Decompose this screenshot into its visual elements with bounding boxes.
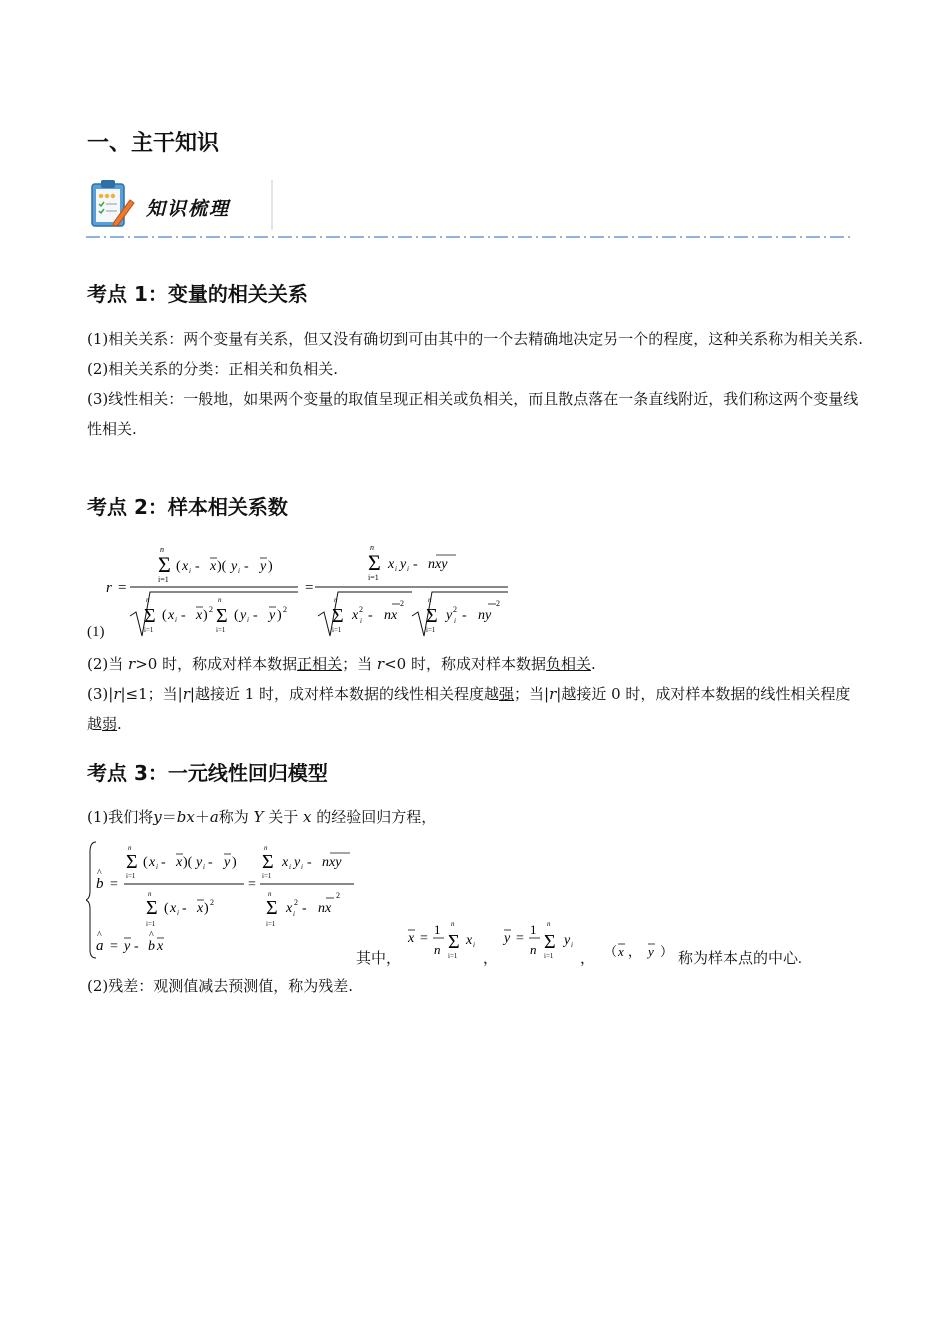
svg-text:a: a bbox=[96, 938, 104, 954]
dashed-divider bbox=[86, 234, 850, 240]
svg-text:(: ( bbox=[234, 608, 239, 623]
svg-text:i=1: i=1 bbox=[448, 952, 458, 960]
svg-text:x: x bbox=[149, 855, 156, 870]
svg-text:b: b bbox=[148, 939, 155, 954]
svg-text:x: x bbox=[388, 557, 395, 572]
svg-text:^: ^ bbox=[97, 868, 102, 879]
svg-text:n: n bbox=[451, 920, 455, 928]
svg-text:1: 1 bbox=[530, 922, 537, 937]
svg-text:=: = bbox=[305, 580, 314, 596]
svg-text:i=1: i=1 bbox=[266, 920, 276, 928]
svg-text:y: y bbox=[446, 608, 453, 623]
svg-text:): ) bbox=[268, 559, 273, 574]
svg-text:2: 2 bbox=[453, 605, 457, 614]
svg-text:nx: nx bbox=[384, 608, 398, 623]
svg-text:2: 2 bbox=[400, 599, 404, 608]
kp1-p2: (2)相关关系的分类：正相关和负相关. bbox=[87, 360, 339, 378]
svg-text:i=1: i=1 bbox=[544, 952, 554, 960]
svg-text:，: ， bbox=[628, 944, 642, 959]
svg-text:=: = bbox=[516, 931, 524, 946]
regression-formula bbox=[86, 838, 366, 962]
kp1-p2-label: (2)相关关系的分类： bbox=[87, 360, 229, 378]
svg-text:i: i bbox=[473, 941, 475, 949]
svg-text:^: ^ bbox=[149, 930, 154, 941]
svg-text:i=1: i=1 bbox=[158, 575, 169, 584]
svg-text:i=1: i=1 bbox=[144, 626, 154, 634]
svg-text:=: = bbox=[420, 931, 428, 946]
svg-text:r: r bbox=[106, 580, 112, 596]
svg-text:n: n bbox=[370, 543, 374, 552]
svg-text:n: n bbox=[268, 890, 272, 898]
kp2-p2: (2)当 r>0 时，称成对样本数据正相关；当 r<0 时，称成对样本数据负相关. bbox=[87, 655, 596, 673]
svg-text:n: n bbox=[530, 942, 537, 957]
kp2-formula-label: (1) bbox=[87, 624, 105, 640]
svg-text:=: = bbox=[248, 877, 256, 892]
svg-text:n: n bbox=[146, 596, 150, 604]
svg-text:y: y bbox=[269, 608, 276, 623]
kp3-qizhong: 其中， bbox=[356, 951, 402, 967]
svg-text:nxy: nxy bbox=[428, 557, 448, 572]
svg-text:2: 2 bbox=[359, 605, 363, 614]
svg-text:i=1: i=1 bbox=[126, 872, 136, 880]
svg-text:): ) bbox=[204, 901, 209, 916]
svg-text:i: i bbox=[395, 565, 397, 573]
svg-text:2: 2 bbox=[336, 891, 340, 900]
svg-text:Σ: Σ bbox=[332, 605, 344, 627]
svg-text:n: n bbox=[434, 942, 441, 957]
svg-text:2: 2 bbox=[294, 898, 298, 907]
svg-text:=: = bbox=[118, 580, 127, 596]
svg-text:Σ: Σ bbox=[266, 897, 278, 919]
svg-text:i: i bbox=[238, 567, 240, 575]
svg-text:2: 2 bbox=[496, 599, 500, 608]
kp2-p3: (3)|r|≤1；当|r|越接近 1 时，成对样本数据的线性相关程度越强；当|r|越接近 0 时，成对样本数据的线性相关程度越弱. bbox=[87, 685, 851, 733]
svg-text:x: x bbox=[282, 855, 289, 870]
svg-text:n: n bbox=[148, 890, 152, 898]
svg-text:ny: ny bbox=[478, 608, 492, 623]
kp1-p1-label: (1)相关关系： bbox=[87, 330, 184, 348]
svg-text:-: - bbox=[161, 855, 166, 870]
svg-text:(: ( bbox=[162, 608, 167, 623]
svg-text:i=1: i=1 bbox=[332, 626, 342, 634]
svg-text:x: x bbox=[618, 944, 624, 959]
svg-text:(: ( bbox=[143, 855, 148, 870]
svg-text:Σ: Σ bbox=[544, 931, 556, 953]
svg-text:Σ: Σ bbox=[146, 897, 158, 919]
svg-text:^: ^ bbox=[97, 930, 102, 941]
svg-text:(: ( bbox=[164, 901, 169, 916]
svg-text:i=1: i=1 bbox=[146, 920, 156, 928]
kp3-p2-label: (2)残差： bbox=[87, 977, 154, 995]
section-title: 一、主干知识 bbox=[87, 131, 220, 156]
x-bar-formula bbox=[404, 916, 494, 964]
svg-text:-: - bbox=[208, 855, 213, 870]
svg-text:）: ） bbox=[660, 944, 674, 959]
svg-text:1: 1 bbox=[434, 922, 441, 937]
kp1-p3-label: (3)线性相关： bbox=[87, 390, 184, 408]
kp1-body bbox=[87, 324, 865, 444]
svg-text:y: y bbox=[400, 557, 407, 572]
svg-text:i: i bbox=[293, 910, 295, 918]
svg-text:i: i bbox=[156, 863, 158, 871]
kp3-center-text: 称为样本点的中心. bbox=[678, 951, 802, 967]
svg-text:y: y bbox=[648, 944, 654, 959]
svg-text:n: n bbox=[547, 920, 551, 928]
svg-text:Σ: Σ bbox=[262, 851, 274, 873]
svg-text:x: x bbox=[168, 608, 175, 623]
kp3-title: 考点 3：一元线性回归模型 bbox=[87, 761, 328, 785]
svg-text:2: 2 bbox=[209, 605, 213, 614]
svg-text:x: x bbox=[352, 608, 359, 623]
svg-text:nx: nx bbox=[318, 901, 332, 916]
svg-text:i: i bbox=[189, 567, 191, 575]
svg-text:y: y bbox=[504, 931, 511, 946]
svg-text:x: x bbox=[408, 931, 415, 946]
svg-text:i: i bbox=[360, 617, 362, 625]
svg-text:2: 2 bbox=[210, 898, 214, 907]
svg-text:i: i bbox=[571, 941, 573, 949]
svg-text:-: - bbox=[462, 608, 467, 623]
svg-text:x: x bbox=[210, 559, 217, 574]
svg-text:): ) bbox=[203, 608, 208, 623]
svg-text:-: - bbox=[134, 939, 139, 954]
svg-text:x: x bbox=[176, 855, 183, 870]
svg-text:y: y bbox=[564, 933, 571, 948]
svg-text:Σ: Σ bbox=[126, 851, 138, 873]
svg-text:): ) bbox=[277, 608, 282, 623]
svg-text:2: 2 bbox=[283, 605, 287, 614]
svg-text:x: x bbox=[170, 901, 177, 916]
svg-text:-: - bbox=[413, 557, 418, 572]
svg-text:（: （ bbox=[604, 944, 618, 959]
badge-label: 知识梳理 bbox=[146, 198, 231, 220]
svg-text:-: - bbox=[182, 901, 187, 916]
svg-text:y: y bbox=[124, 939, 131, 954]
svg-text:-: - bbox=[368, 608, 373, 623]
svg-text:)(: )( bbox=[183, 855, 193, 870]
kp2-title: 考点 2：样本相关系数 bbox=[87, 495, 288, 519]
svg-text:b: b bbox=[96, 876, 104, 892]
svg-text:Σ: Σ bbox=[448, 931, 460, 953]
svg-text:=: = bbox=[110, 939, 118, 954]
svg-text:n: n bbox=[428, 596, 432, 604]
kp3-comma1: ， bbox=[483, 951, 499, 967]
svg-text:-: - bbox=[244, 559, 249, 574]
svg-text:=: = bbox=[110, 877, 118, 892]
svg-text:n: n bbox=[334, 596, 338, 604]
svg-text:x: x bbox=[197, 901, 204, 916]
svg-text:i: i bbox=[301, 863, 303, 871]
svg-text:nxy: nxy bbox=[322, 855, 342, 870]
svg-text:y: y bbox=[196, 855, 203, 870]
svg-text:Σ: Σ bbox=[368, 550, 381, 575]
svg-text:x: x bbox=[157, 939, 164, 954]
svg-text:)(: )( bbox=[217, 559, 227, 574]
svg-text:n: n bbox=[218, 596, 222, 604]
svg-text:i: i bbox=[407, 565, 409, 573]
kp3-p2: (2)残差：观测值减去预测值，称为残差. bbox=[87, 977, 354, 995]
svg-text:i: i bbox=[203, 863, 205, 871]
svg-text:): ) bbox=[232, 855, 237, 870]
svg-text:x: x bbox=[182, 559, 189, 574]
svg-text:i: i bbox=[454, 617, 456, 625]
svg-text:y: y bbox=[260, 559, 267, 574]
svg-text:-: - bbox=[253, 608, 258, 623]
svg-text:x: x bbox=[466, 933, 473, 948]
svg-text:n: n bbox=[128, 844, 132, 852]
svg-text:Σ: Σ bbox=[216, 605, 228, 627]
kp1-p3: (3)线性相关：一般地，如果两个变量的取值呈现正相关或负相关，而且散点落在一条直线附近，我们称这两个变量线性相关. bbox=[87, 390, 859, 438]
svg-text:-: - bbox=[302, 901, 307, 916]
kp1-p1: (1)相关关系：两个变量有关系，但又没有确切到可由其中的一个去精确地决定另一个的程度，这种关系称为相关关系. bbox=[87, 330, 864, 348]
svg-text:i=1: i=1 bbox=[262, 872, 272, 880]
sample-center-point bbox=[600, 934, 680, 964]
svg-text:i=1: i=1 bbox=[426, 626, 436, 634]
svg-text:(: ( bbox=[176, 559, 181, 574]
kp2-body bbox=[87, 649, 865, 739]
svg-text:i: i bbox=[177, 909, 179, 917]
y-bar-formula bbox=[500, 916, 590, 964]
svg-text:y: y bbox=[240, 608, 247, 623]
svg-text:y: y bbox=[224, 855, 231, 870]
kp1-title: 考点 1：变量的相关关系 bbox=[87, 282, 308, 306]
kp3-comma2: ， bbox=[580, 951, 596, 967]
svg-text:n: n bbox=[160, 545, 164, 554]
svg-text:y: y bbox=[231, 559, 238, 574]
svg-text:x: x bbox=[196, 608, 203, 623]
svg-text:i: i bbox=[175, 616, 177, 624]
svg-text:i: i bbox=[289, 863, 291, 871]
svg-text:Σ: Σ bbox=[426, 605, 438, 627]
svg-text:y: y bbox=[294, 855, 301, 870]
svg-text:Σ: Σ bbox=[158, 552, 171, 577]
kp3-p1: (1)我们将y＝bx＋a称为 Y 关于 x 的经验回归方程， bbox=[87, 808, 437, 826]
svg-text:i=1: i=1 bbox=[368, 573, 379, 582]
svg-text:-: - bbox=[195, 559, 200, 574]
correlation-formula bbox=[100, 540, 520, 646]
svg-text:i=1: i=1 bbox=[216, 626, 226, 634]
svg-text:Σ: Σ bbox=[144, 605, 156, 627]
svg-text:-: - bbox=[181, 608, 186, 623]
svg-text:-: - bbox=[307, 855, 312, 870]
svg-text:i: i bbox=[247, 616, 249, 624]
svg-text:x: x bbox=[286, 901, 293, 916]
svg-text:n: n bbox=[264, 844, 268, 852]
